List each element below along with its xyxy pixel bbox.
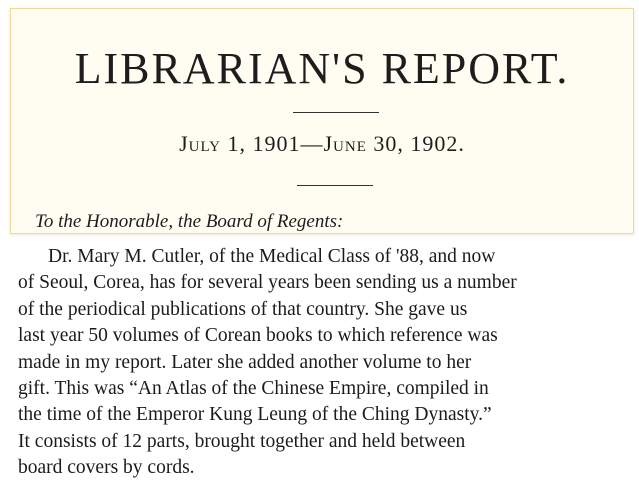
body-line: Dr. Mary M. Cutler, of the Medical Class of '88, and now bbox=[48, 246, 496, 267]
report-title: LIBRARIAN'S REPORT. bbox=[74, 44, 570, 93]
body-line: last year 50 volumes of Corean books to which reference was bbox=[18, 325, 498, 347]
body-line: of the periodical publications of that country. She gave us bbox=[18, 298, 468, 320]
body-line: gift. This was “An Atlas of the Chinese Empire, compiled in bbox=[18, 378, 489, 400]
body-line: the time of the Emperor Kung Leung of the Ching Dynasty.” bbox=[18, 404, 492, 426]
body-line: of Seoul, Corea, has for several years been sending us a number bbox=[18, 272, 517, 294]
report-header bbox=[10, 8, 634, 234]
body-line: made in my report. Later she added another volume to her bbox=[18, 351, 472, 373]
divider-rule-bottom bbox=[297, 185, 373, 186]
body-line: board covers by cords. bbox=[18, 457, 195, 479]
report-date-range: July 1, 1901—June 30, 1902. bbox=[179, 131, 465, 156]
report-body-paragraph bbox=[18, 244, 630, 482]
body-line: It consists of 12 parts, brought together and held between bbox=[18, 430, 466, 452]
divider-rule-top bbox=[293, 112, 379, 113]
salutation: To the Honorable, the Board of Regents: bbox=[35, 211, 344, 232]
